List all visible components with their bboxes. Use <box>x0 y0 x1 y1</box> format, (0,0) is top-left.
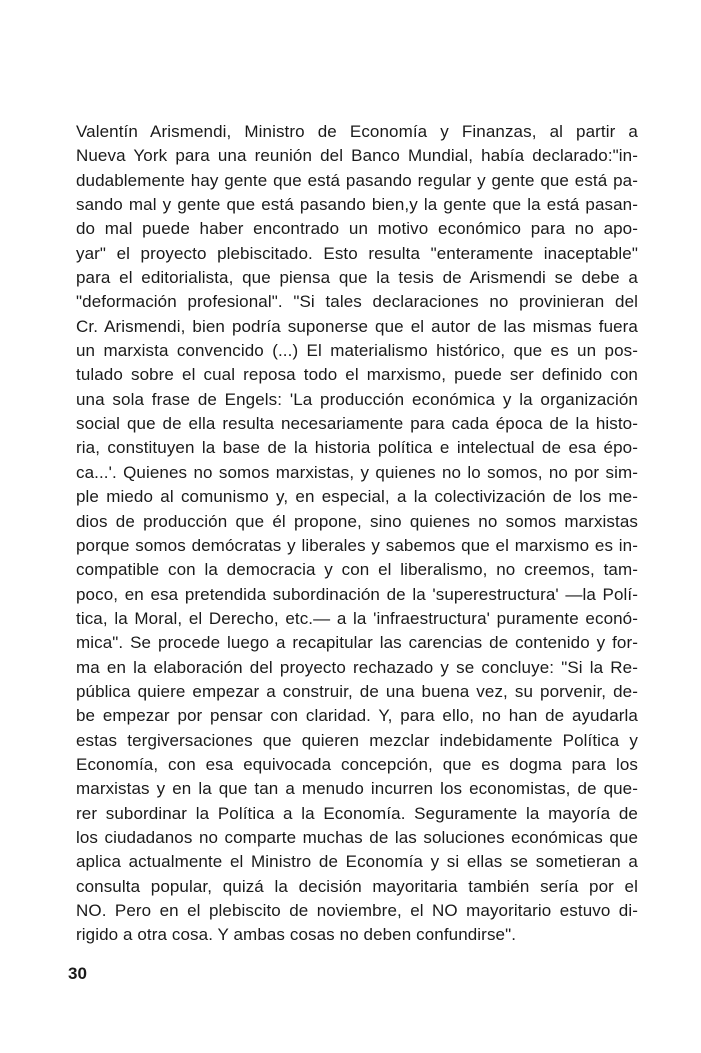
text-line: social que de ella resulta necesariamente para cada época de la histo- <box>76 414 638 434</box>
text-line: porque somos demócratas y liberales y sabemos que el marxismo es in- <box>76 535 638 555</box>
text-line: sando mal y gente que está pasando bien,y la gente que la está pasan- <box>76 195 638 215</box>
text-line: NO. Pero en el plebiscito de noviembre, el NO mayoritario estuvo di- <box>76 901 638 920</box>
text-line: rer subordinar la Política a la Economía. Seguramente la mayoría de <box>76 803 638 823</box>
body-paragraph <box>76 120 638 948</box>
text-line: para el editorialista, que piensa que la tesis de Arismendi se debe a <box>76 268 638 288</box>
text-line: tica, la Moral, el Derecho, etc.— a la 'infraestructura' puramente econó- <box>76 608 638 628</box>
text-line: los ciudadanos no comparte muchas de las soluciones económicas que <box>76 827 638 847</box>
text-line: rigido a otra cosa. Y ambas cosas no deben confundirse". <box>76 925 517 945</box>
text-line: mica". Se procede luego a recapitular las carencias de contenido y for- <box>76 633 638 653</box>
text-line: Valentín Arismendi, Ministro de Economía y Finanzas, al partir a <box>76 122 638 141</box>
text-line: Cr. Arismendi, bien podría suponerse que el autor de las mismas fuera <box>76 316 638 336</box>
text-line: una sola frase de Engels: 'La producción económica y la organización <box>76 389 638 409</box>
text-line: "deformación profesional". "Si tales declaraciones no provinieran del <box>76 292 638 312</box>
text-line: ria, constituyen la base de la historia política e intelectual de esa épo- <box>76 438 638 458</box>
text-line: un marxista convencido (...) El materialismo histórico, que es un pos- <box>76 341 638 361</box>
text-line: yar" el proyecto plebiscitado. Esto resulta "enteramente inaceptable" <box>76 243 638 263</box>
text-line: consulta popular, quizá la decisión mayoritaria también sería por el <box>76 876 638 896</box>
text-line: be empezar por pensar con claridad. Y, para ello, no han de ayudarla <box>76 706 638 726</box>
text-line: poco, en esa pretendida subordinación de la 'superestructura' —la Polí- <box>76 584 638 604</box>
text-line: pública quiere empezar a construir, de una buena vez, su porvenir, de- <box>76 681 638 701</box>
text-line: estas tergiversaciones que quieren mezclar indebidamente Política y <box>76 730 638 750</box>
text-line: Economía, con esa equivocada concepción, que es dogma para los <box>76 754 638 774</box>
text-line: ple miedo al comunismo y, en especial, a la colectivización de los me- <box>76 487 638 507</box>
text-line: do mal puede haber encontrado un motivo económico para no apo- <box>76 219 638 239</box>
text-line: dios de producción que él propone, sino quienes no somos marxistas <box>76 511 638 531</box>
text-line: aplica actualmente el Ministro de Economía y si ellas se sometieran a <box>76 852 638 872</box>
text-line: tulado sobre el cual reposa todo el marxismo, puede ser definido con <box>76 365 638 385</box>
text-line: Nueva York para una reunión del Banco Mundial, había declarado:"in- <box>76 146 638 166</box>
text-line: compatible con la democracia y con el liberalismo, no creemos, tam- <box>76 560 638 580</box>
text-line: ca...'. Quienes no somos marxistas, y quienes no lo somos, no por sim- <box>76 462 638 482</box>
text-line: dudablemente hay gente que está pasando regular y gente que está pa- <box>76 170 638 190</box>
text-line: marxistas y en la que tan a menudo incurren los economistas, de que- <box>76 779 638 799</box>
text-line: ma en la elaboración del proyecto rechazado y se concluye: "Si la Re- <box>76 657 638 677</box>
page-number: 30 <box>68 964 87 983</box>
